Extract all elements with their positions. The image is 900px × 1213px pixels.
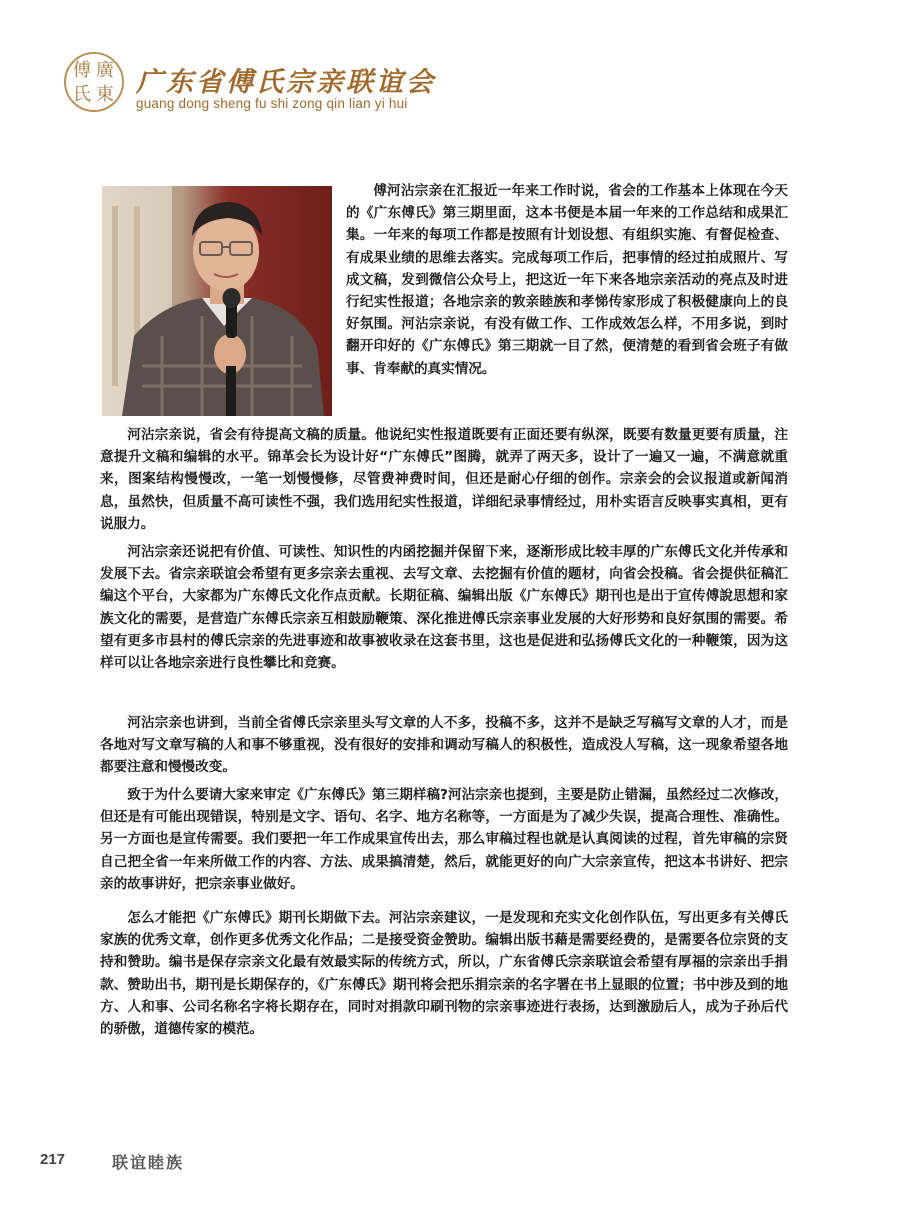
association-title-pinyin: guang dong sheng fu shi zong qin lian yi hui [136, 96, 408, 111]
article-paragraph: 怎么才能把《广东傅氏》期刊长期做下去。河沾宗亲建议，一是发现和充实文化创作队伍，写出更多有关傅氏家族的优秀文章，创作更多优秀文化作品；二是接受资金赞助。编辑出版书藉是需要经费的，是需要各位宗贤的支持和赞助。编书是保存宗亲文化最有效最实际的传统方式，所以，广东省傅氏宗亲联谊会希望有厚福的宗亲出手捐款、赞助出书，期刊是长期保存的，《广东傅氏》期刊将会把乐捐宗亲的名字署在书上显眼的位置；书中涉及到的地方、人和事、公司名称名字将长期存在，同时对捐款印刷刊物的宗亲事迹进行表扬，达到激励后人，成为子孙后代的骄傲，道德传家的模范。 [100, 910, 788, 1038]
section-title: 联谊睦族 [112, 1153, 185, 1172]
speaker-photo [102, 186, 332, 416]
article-paragraph: 河沾宗亲说，省会有待提高文稿的质量。他说纪实性报道既要有正面还要有纵深，既要有数量更要有质量，注意提升文稿和编辑的水平。锦革会长为设计好“广东傅氏”图腾，就弄了两天多，设计了一遍又一遍，不满意就重来，图案结构慢慢改，一笔一划慢慢修，尽管费神费时间，但还是耐心仔细的创作。宗亲会的会议报道或新闻消息，虽然快，但质量不高可读性不强，我们选用纪实性报道，详细纪录事情经过，用朴实语言反映事实真相，更有说服力。 [100, 427, 788, 532]
logo-glyph: 廣 [96, 60, 114, 81]
association-logo-seal [64, 52, 124, 112]
page-header [64, 50, 524, 120]
logo-glyph: 東 [96, 84, 114, 105]
article-paragraph: 河沾宗亲还说把有价值、可读性、知识性的内函挖掘并保留下来，逐渐形成比较丰厚的广东傅氏文化并传承和发展下去。省宗亲联谊会希望有更多宗亲去重视、去写文章、去挖掘有价值的题材，向省会投稿。省会提供征稿汇编这个平台，大家都为广东傅氏文化作点贡献。长期征稿、编辑出版《广东傅氏》期刊也是出于宣传傅說思想和家族文化的需要，是营造广东傅氏宗亲互相鼓励鞭策、深化推进傅氏宗亲事业发展的大好形势和良好氛围的需要。希望有更多市县村的傅氏宗亲的先进事迹和故事被收录在这套书里，这也是促进和弘扬傅氏文化的一种鞭策，因为这样可以让各地宗亲进行良性攀比和竞赛。 [100, 544, 788, 672]
logo-glyph: 氏 [73, 84, 91, 105]
article-paragraph: 河沾宗亲也讲到，当前全省傅氏宗亲里头写文章的人不多，投稿不多，这并不是缺乏写稿写文章的人才，而是各地对写文章写稿的人和事不够重视，没有很好的安排和调动写稿人的积极性，造成没人写稿，这一现象希望各地都要注意和慢慢改变。 [100, 715, 788, 776]
article-paragraph: 致于为什么要请大家来审定《广东傅氏》第三期样稿?河沾宗亲也提到，主要是防止错漏，虽然经过二次修改，但还是有可能出现错误，特别是文字、语句、名字、地方名称等，一方面是为了减少失误，提高合理性、准确性。另一方面也是宣传需要。我们要把一年工作成果宣传出去，那么审稿过程也就是认真阅读的过程，首先审稿的宗贤自己把全省一年来所做工作的内容、方法、成果搞清楚，然后，就能更好的向广大宗亲宣传，把这本书讲好、把宗亲的故事讲好，把宗亲事业做好。 [100, 787, 788, 892]
association-title: 广东省傅氏宗亲联谊会 [136, 67, 436, 98]
article-paragraph: 傅河沾宗亲在汇报近一年来工作时说，省会的工作基本上体现在今天的《广东傅氏》第三期里面，这本书便是本届一年来的工作总结和成果汇集。一年来的每项工作都是按照有计划设想、有组织实施、有督促检查、有成果业绩的思维去落实。完成每项工作后，把事情的经过拍成照片、写成文稿，发到微信公众号上，把这近一年下来各地宗亲活动的亮点及时进行纪实性报道；各地宗亲的敦亲睦族和孝悌传家形成了积极健康向上的良好氛围。河沾宗亲说，有没有做工作、工作成效怎么样，不用多说，到时翻开印好的《广东傅氏》第三期就一目了然，便清楚的看到省会班子有做事、肯奉献的真实情况。 [346, 183, 788, 377]
page-number: 217 [40, 1151, 66, 1168]
logo-glyph: 傅 [73, 60, 91, 81]
